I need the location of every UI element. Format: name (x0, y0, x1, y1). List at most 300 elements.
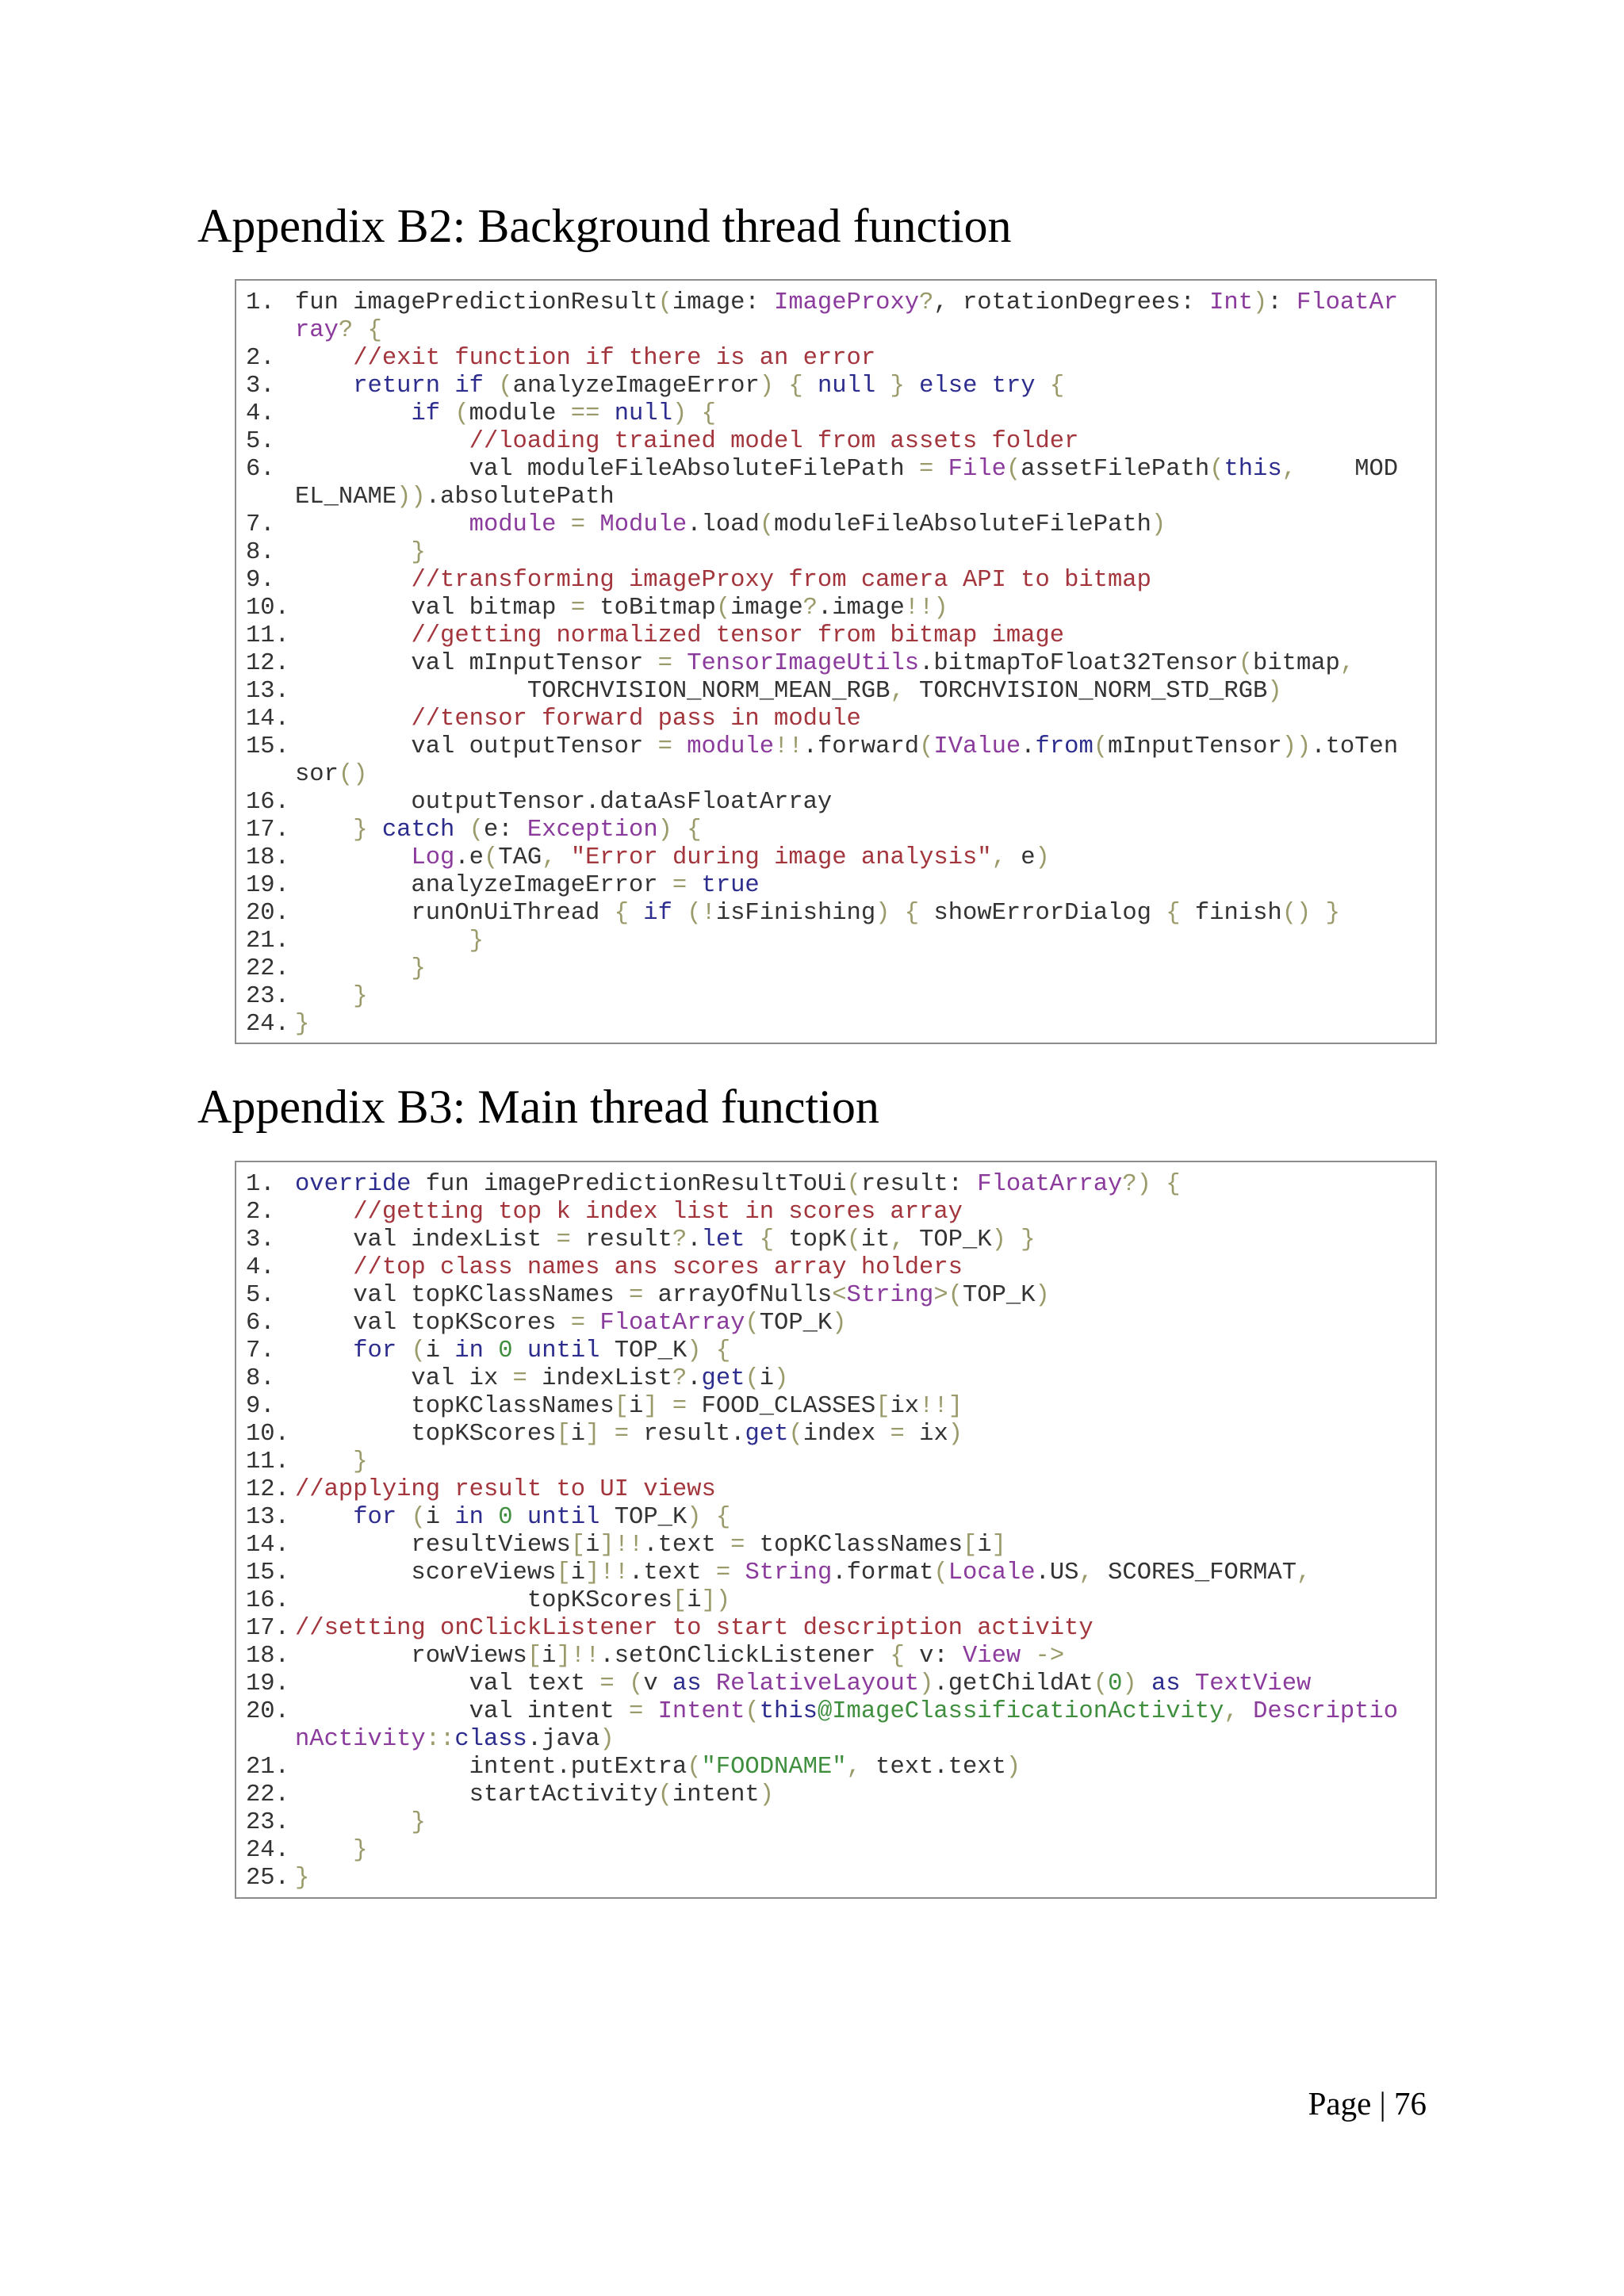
code-token (295, 983, 353, 1010)
line-number: 24. (246, 1011, 289, 1038)
code-token: ]) (701, 1587, 731, 1614)
code-token: try (991, 373, 1036, 400)
code-text (295, 1726, 615, 1754)
code-token: fun imagePredictionResult (295, 289, 658, 316)
code-token: //getting normalized tensor from bitmap image (411, 622, 1065, 649)
code-text (295, 567, 1151, 595)
code-token: startActivity (295, 1781, 658, 1808)
code-line (236, 706, 1435, 733)
line-number: 24. (246, 1837, 289, 1864)
code-token: TORCHVISION_NORM_MEAN_RGB (295, 678, 891, 705)
code-token: String (846, 1282, 934, 1309)
line-number: 7. (246, 511, 275, 538)
code-token: this (759, 1698, 818, 1725)
code-token: ( (687, 1754, 702, 1781)
code-token (295, 1504, 353, 1531)
code-text (295, 1837, 368, 1865)
code-token: { (715, 1337, 731, 1364)
code-token (629, 900, 643, 927)
code-line (236, 789, 1435, 817)
code-token: SCORES_FORMAT (1093, 1559, 1297, 1586)
code-token: e (1005, 844, 1036, 871)
code-token (702, 1337, 716, 1364)
code-token: :: (425, 1726, 455, 1753)
code-token: { (788, 373, 803, 400)
code-token: return (353, 373, 441, 400)
code-token: ) (948, 1421, 963, 1448)
code-token: it (860, 1226, 891, 1253)
code-token: scoreViews (295, 1559, 557, 1586)
code-token (295, 817, 353, 844)
code-token: i (585, 1532, 600, 1559)
line-number: 12. (246, 650, 289, 677)
code-token: as (672, 1670, 702, 1697)
code-text (295, 1011, 309, 1039)
code-token (702, 1670, 716, 1697)
code-line (236, 1310, 1435, 1337)
code-token: ) (759, 373, 775, 400)
code-token: .setOnClickListener (599, 1643, 891, 1670)
code-token: = (730, 1532, 745, 1559)
code-line (236, 844, 1435, 872)
line-number: 19. (246, 1670, 289, 1697)
code-token: if (643, 900, 672, 927)
code-token: ) (687, 1504, 702, 1531)
code-token: [ (875, 1393, 891, 1420)
code-token: ] (585, 1421, 600, 1448)
code-token (774, 373, 788, 400)
code-token: i (425, 1504, 455, 1531)
code-text (295, 1171, 1181, 1199)
code-token: toBitmap (585, 595, 716, 622)
code-token (295, 955, 411, 982)
code-token: ( (745, 1698, 760, 1725)
code-token: { (701, 400, 716, 427)
code-token: ix (904, 1421, 948, 1448)
code-token: [ (556, 1421, 571, 1448)
code-token: indexList (527, 1365, 672, 1392)
line-number: 15. (246, 1559, 289, 1586)
code-token: catch (381, 817, 455, 844)
line-number: 22. (246, 1781, 289, 1808)
code-token: let (701, 1226, 745, 1253)
code-token: ( (846, 1226, 861, 1253)
code-token: ?) (1122, 1171, 1151, 1198)
code-token: . (687, 1226, 702, 1253)
code-text (295, 289, 1398, 317)
code-token (396, 1337, 411, 1364)
code-token (1151, 1171, 1166, 1198)
code-line (236, 1011, 1435, 1039)
line-number: 3. (246, 373, 275, 400)
line-number: 13. (246, 678, 289, 705)
code-token: } (469, 928, 484, 955)
code-token (295, 1254, 353, 1281)
code-token (295, 1809, 411, 1836)
code-token (905, 373, 919, 400)
line-number: 10. (246, 1421, 289, 1448)
code-token: TOP_K (759, 1310, 833, 1337)
code-text (295, 511, 1166, 539)
code-token: )) (1281, 733, 1312, 760)
code-token: for (353, 1337, 397, 1364)
code-token (1006, 1226, 1021, 1253)
code-token: if (454, 373, 484, 400)
code-line (236, 622, 1435, 650)
code-token: isFinishing (715, 900, 876, 927)
code-token: !! (774, 733, 803, 760)
code-token (396, 1504, 411, 1531)
line-number: 2. (246, 345, 275, 372)
code-token: v: (904, 1643, 963, 1670)
code-token: [ (556, 1559, 571, 1586)
code-token: ( (411, 1504, 426, 1531)
code-line (236, 400, 1435, 428)
code-line (236, 1698, 1435, 1726)
code-token: until (527, 1337, 600, 1364)
code-token: ( (657, 1781, 672, 1808)
code-token: ( (454, 400, 469, 427)
code-token: } (295, 1865, 310, 1892)
code-token: i (977, 1532, 992, 1559)
code-token (1137, 1670, 1151, 1697)
code-token: showErrorDialog (919, 900, 1166, 927)
code-token: null (614, 400, 672, 427)
code-token (745, 1226, 759, 1253)
code-listing-b2 (235, 279, 1437, 1044)
code-token: .load (687, 511, 760, 538)
line-number: 17. (246, 1615, 289, 1642)
code-token (295, 511, 469, 538)
code-token: .java (527, 1726, 600, 1753)
code-token (295, 844, 411, 871)
code-token: } (890, 373, 905, 400)
code-token: val topKClassNames (295, 1282, 629, 1309)
code-token: Exception (527, 817, 658, 844)
code-text (295, 428, 1078, 456)
code-token: { (759, 1226, 775, 1253)
code-token (513, 1337, 527, 1364)
code-line (236, 872, 1435, 900)
code-token (295, 1448, 353, 1475)
code-token: >( (933, 1282, 963, 1309)
code-token: i (628, 1393, 644, 1420)
code-token: fun imagePredictionResultToUi (411, 1171, 847, 1198)
code-token (295, 706, 411, 733)
code-token: ImageProxy (774, 289, 920, 316)
code-token: //applying result to UI views (295, 1476, 716, 1503)
code-token: () (1281, 900, 1312, 927)
line-number: 1. (246, 1171, 275, 1198)
code-token: val topKScores (295, 1310, 571, 1337)
code-text (295, 844, 1050, 872)
line-number: 19. (246, 872, 289, 899)
code-token: ] (991, 1532, 1006, 1559)
code-token: topKClassNames (745, 1532, 963, 1559)
code-token: in (454, 1337, 484, 1364)
code-token (599, 400, 614, 427)
code-token: [ (527, 1643, 542, 1670)
line-number: 22. (246, 955, 289, 982)
code-token: ]!! (585, 1559, 630, 1586)
page-number: Page | 76 (1308, 2085, 1427, 2122)
code-token: val indexList (295, 1226, 557, 1253)
code-token (1021, 1643, 1035, 1670)
code-token: assetFilePath (1021, 456, 1210, 483)
code-token: ? (919, 289, 934, 316)
code-text (295, 761, 368, 789)
code-token: moduleFileAbsoluteFilePath (774, 511, 1151, 538)
code-line (236, 1504, 1435, 1532)
code-line (236, 1754, 1435, 1781)
code-token: topKScores (295, 1421, 557, 1448)
code-token: //transforming imageProxy from camera API to bitmap (411, 567, 1151, 594)
code-token (557, 844, 571, 871)
code-text (295, 400, 716, 428)
code-token: .absolutePath (425, 484, 615, 511)
line-number: 20. (246, 1698, 289, 1725)
code-text (295, 789, 832, 817)
code-token: , (991, 844, 1006, 871)
code-token: if (411, 400, 441, 427)
code-token: View (963, 1643, 1021, 1670)
code-token: //top class names ans scores array holders (353, 1254, 963, 1281)
code-token (295, 373, 353, 400)
line-number: 12. (246, 1476, 289, 1503)
code-token (295, 622, 411, 649)
code-token: Log (411, 844, 455, 871)
code-token: val intent (295, 1698, 629, 1725)
code-token (890, 900, 904, 927)
code-token: //getting top k index list in scores array (353, 1199, 963, 1226)
code-token: .US (1035, 1559, 1079, 1586)
code-text (295, 1865, 309, 1892)
code-text (295, 1199, 963, 1226)
line-number: 25. (246, 1865, 289, 1892)
line-number: 21. (246, 1754, 289, 1781)
code-token: ( (498, 373, 513, 400)
code-token: } (353, 1448, 368, 1475)
code-token (730, 1559, 745, 1586)
code-token: { (614, 900, 629, 927)
code-token (702, 1504, 716, 1531)
code-text (295, 955, 426, 983)
code-line (236, 345, 1435, 373)
line-number: 23. (246, 1809, 289, 1836)
code-line (236, 1809, 1435, 1837)
code-token: , (846, 1754, 861, 1781)
code-token: !!) (904, 595, 948, 622)
code-text (295, 456, 1398, 484)
code-token: ( (715, 595, 731, 622)
code-line (236, 761, 1435, 789)
code-token: ( (411, 1337, 426, 1364)
code-line (236, 650, 1435, 678)
code-token: = (570, 595, 586, 622)
code-token: ( (483, 844, 499, 871)
code-token: FloatArray (599, 1310, 745, 1337)
code-text (295, 1337, 730, 1365)
code-token: . (1021, 733, 1036, 760)
code-token: val ix (295, 1365, 513, 1392)
code-token: ( (1005, 456, 1021, 483)
code-token: ix (890, 1393, 920, 1420)
code-text (295, 1448, 368, 1476)
code-text (295, 1254, 963, 1282)
code-token: ) (1035, 844, 1050, 871)
code-token (1036, 373, 1050, 400)
code-token: .getChildAt (933, 1670, 1094, 1697)
code-text (295, 1559, 1311, 1587)
code-line (236, 1781, 1435, 1809)
code-token: = (628, 1282, 644, 1309)
code-token: ) (1267, 678, 1282, 705)
appendix-b3-heading: Appendix B3: Main thread function (197, 1081, 879, 1133)
line-number: 5. (246, 1282, 275, 1309)
code-text (295, 1587, 730, 1615)
code-token: TensorImageUtils (687, 650, 920, 677)
code-line (236, 1448, 1435, 1476)
code-token: analyzeImageError (295, 872, 672, 899)
code-token: FOOD_CLASSES (687, 1393, 876, 1420)
code-line (236, 1837, 1435, 1865)
code-text (295, 1615, 1094, 1643)
code-line (236, 1726, 1435, 1754)
code-token: MOD (1296, 456, 1399, 483)
code-line (236, 456, 1435, 484)
code-line (236, 1643, 1435, 1670)
code-token: TOP_K (599, 1337, 688, 1364)
code-token (513, 1504, 527, 1531)
code-token: [ (614, 1393, 629, 1420)
code-line (236, 1615, 1435, 1643)
code-line (236, 317, 1435, 345)
code-token (484, 1504, 498, 1531)
code-token: ) (919, 1670, 934, 1697)
code-text (295, 733, 1398, 761)
line-number: 3. (246, 1226, 275, 1253)
code-token (658, 1393, 672, 1420)
code-token: Locale (948, 1559, 1036, 1586)
code-line (236, 567, 1435, 595)
code-token: : (1267, 289, 1297, 316)
line-number: 15. (246, 733, 289, 760)
line-number: 10. (246, 595, 289, 622)
code-token: == (570, 400, 600, 427)
code-token: topKClassNames (295, 1393, 615, 1420)
line-number: 16. (246, 1587, 289, 1614)
code-line (236, 1337, 1435, 1365)
code-token: , (1339, 650, 1355, 677)
code-token: = (556, 1226, 571, 1253)
code-token: runOnUiThread (295, 900, 615, 927)
code-text (295, 1670, 1311, 1698)
line-number: 17. (246, 817, 289, 844)
code-token: } (411, 539, 426, 566)
line-number: 21. (246, 928, 289, 955)
code-token: = (672, 1393, 688, 1420)
code-line (236, 1393, 1435, 1421)
code-token: Intent (657, 1698, 745, 1725)
line-number: 13. (246, 1504, 289, 1531)
code-token: TORCHVISION_NORM_STD_RGB (904, 678, 1268, 705)
code-token: .text (629, 1559, 716, 1586)
code-line (236, 817, 1435, 844)
code-token: = (512, 1365, 527, 1392)
code-token: sor (295, 761, 339, 788)
code-token: get (701, 1365, 745, 1392)
code-token (440, 400, 454, 427)
code-token: as (1151, 1670, 1181, 1697)
code-text (295, 1421, 963, 1448)
code-text (295, 678, 1282, 706)
code-token: = (628, 1698, 644, 1725)
code-token: class (454, 1726, 527, 1753)
line-number: 6. (246, 1310, 275, 1337)
line-number: 4. (246, 400, 275, 427)
code-token: ) (1122, 1670, 1137, 1697)
code-text (295, 1698, 1398, 1726)
code-line (236, 928, 1435, 955)
code-token: "FOODNAME" (701, 1754, 847, 1781)
code-token: TAG (498, 844, 542, 871)
code-token: .format (832, 1559, 934, 1586)
code-token: topK (774, 1226, 847, 1253)
line-number: 20. (246, 900, 289, 927)
code-token: ( (745, 1310, 760, 1337)
code-token: { (904, 900, 920, 927)
line-number: 1. (246, 289, 275, 316)
code-token: = (672, 872, 688, 899)
code-text (295, 595, 948, 622)
code-token (295, 345, 353, 372)
code-token: IValue (933, 733, 1021, 760)
code-line (236, 1421, 1435, 1448)
code-token: ray (295, 317, 339, 344)
code-token: true (701, 872, 760, 899)
code-text (295, 1643, 1064, 1670)
code-token: module (469, 511, 557, 538)
code-token: module (469, 400, 571, 427)
code-token: , (1078, 1559, 1094, 1586)
code-token: } (353, 1837, 368, 1864)
code-text (295, 1532, 1006, 1559)
code-token (687, 400, 701, 427)
code-token: } (411, 955, 426, 982)
code-token: !!] (919, 1393, 963, 1420)
line-number: 14. (246, 1532, 289, 1559)
code-token (454, 817, 469, 844)
code-token (599, 1421, 614, 1448)
code-token: nActivity (295, 1726, 426, 1753)
code-line (236, 983, 1435, 1011)
code-token: ( (1238, 650, 1254, 677)
code-token (643, 1698, 657, 1725)
code-token: module (687, 733, 775, 760)
line-number: 6. (246, 456, 275, 483)
code-token: result: (860, 1171, 978, 1198)
code-token: )) (396, 484, 426, 511)
code-token: TextView (1194, 1670, 1312, 1697)
code-token: ) (599, 1726, 615, 1753)
code-token: ( (1093, 1670, 1109, 1697)
code-token: ) (657, 817, 672, 844)
code-token: intent (672, 1781, 760, 1808)
code-token (977, 373, 991, 400)
code-token: , (890, 1226, 905, 1253)
code-text (295, 1781, 774, 1809)
line-number: 9. (246, 1393, 275, 1420)
